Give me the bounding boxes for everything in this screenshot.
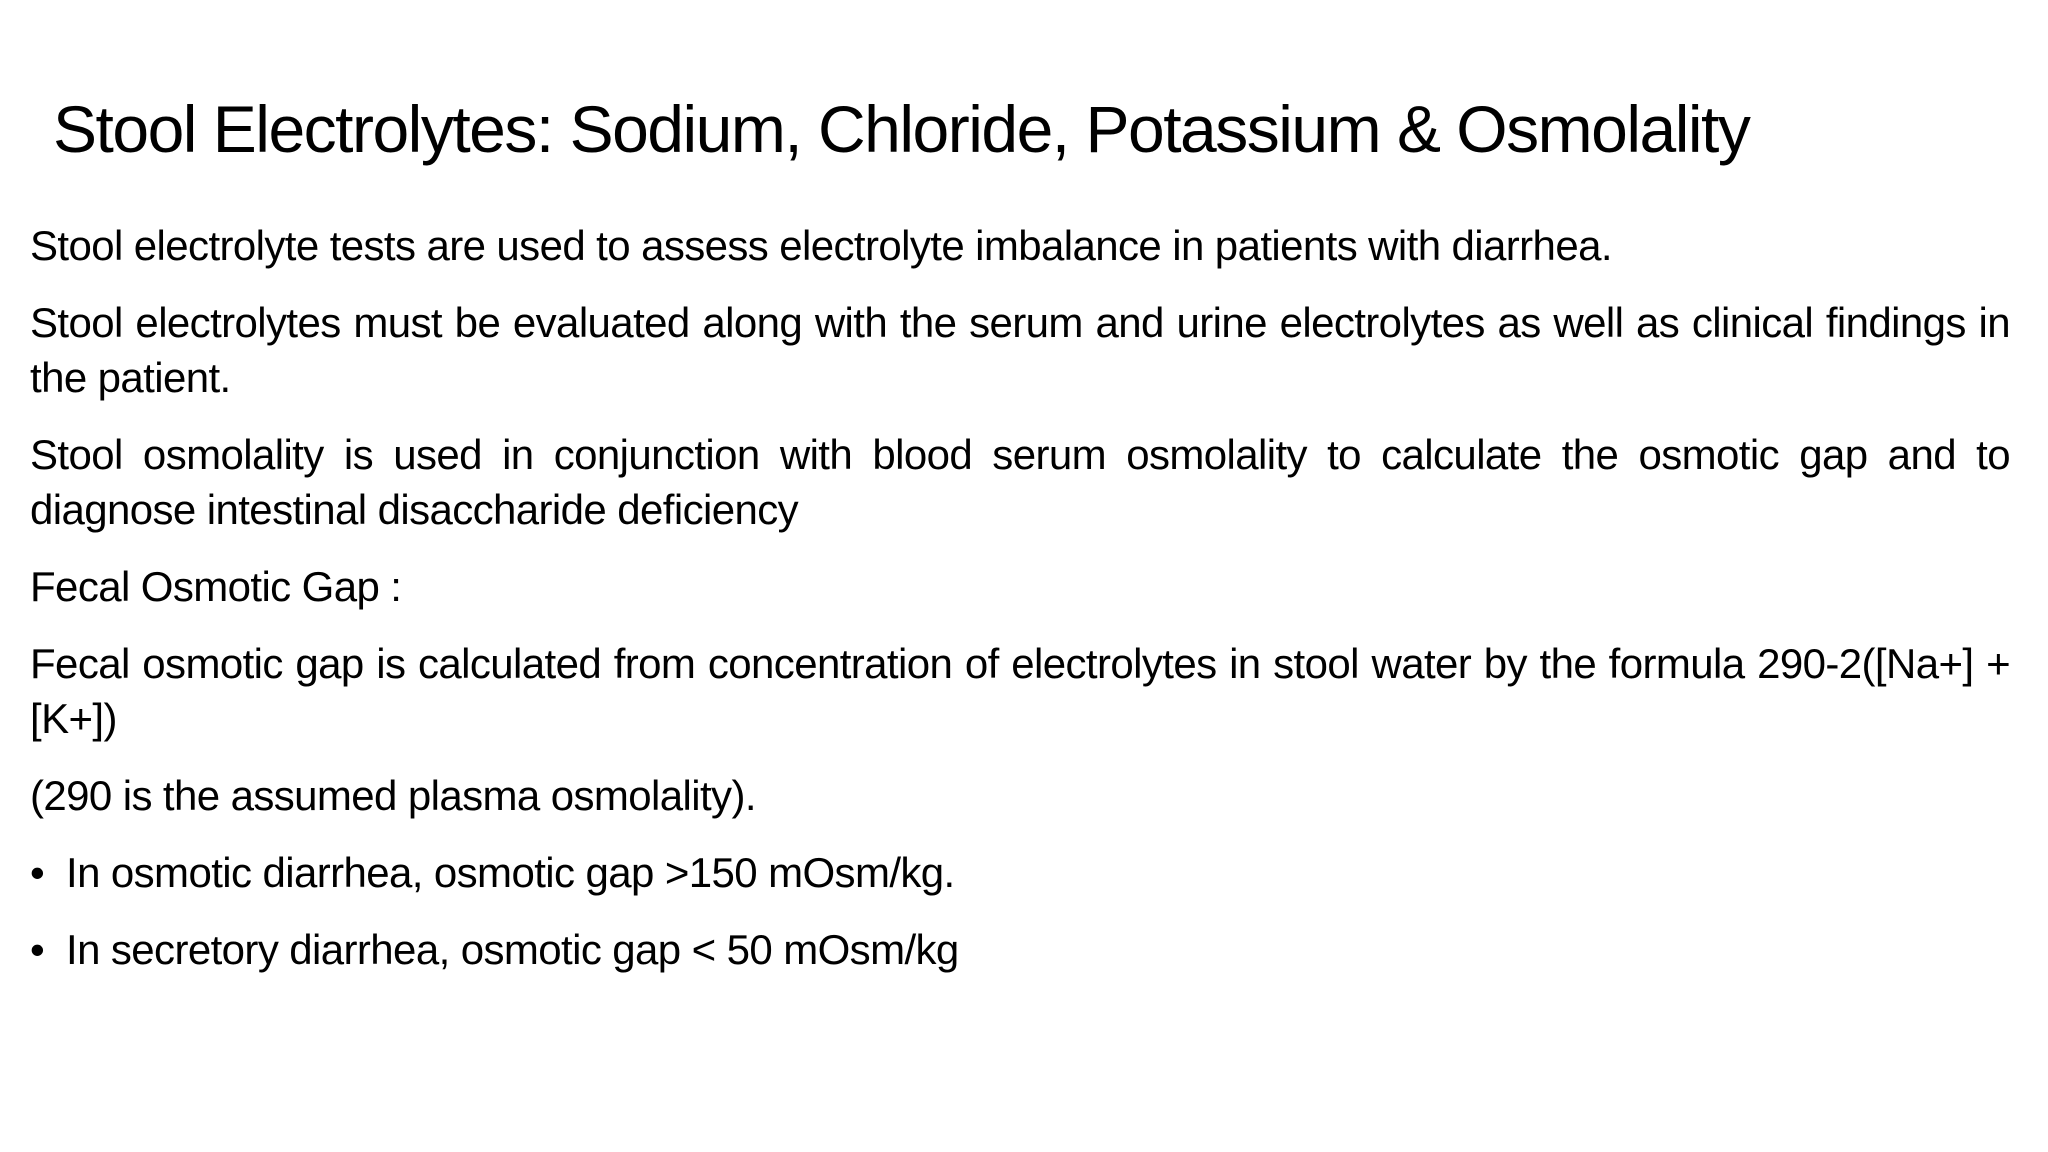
bullet-text: In secretory diarrhea, osmotic gap < 50 mOsm/kg <box>66 926 959 973</box>
slide-body <box>30 218 2010 999</box>
paragraph-osmotic-gap-heading: Fecal Osmotic Gap : <box>30 563 402 610</box>
slide-title: Stool Electrolytes: Sodium, Chloride, Potassium & Osmolality <box>53 92 1750 166</box>
paragraph-formula: Fecal osmotic gap is calculated from concentration of electrolytes in stool water by the formula 290-2([Na+] + [K+]) <box>30 640 2010 742</box>
bullet-icon: • <box>30 849 45 896</box>
bullet-item-osmotic <box>30 845 2010 900</box>
paragraph-evaluation: Stool electrolytes must be evaluated along with the serum and urine electrolytes as well as clinical findings in the patient. <box>30 299 2010 401</box>
bullet-icon: • <box>30 926 45 973</box>
paragraph-electrolyte-tests: Stool electrolyte tests are used to assess electrolyte imbalance in patients with diarrhea. <box>30 222 1612 269</box>
paragraph-plasma-note: (290 is the assumed plasma osmolality). <box>30 772 756 819</box>
bullet-text: In osmotic diarrhea, osmotic gap >150 mOsm/kg. <box>66 849 955 896</box>
paragraph-osmolality: Stool osmolality is used in conjunction with blood serum osmolality to calculate the osmotic gap and to diagnose intestinal disaccharide deficiency <box>30 431 2010 533</box>
bullet-item-secretory <box>30 922 2010 977</box>
